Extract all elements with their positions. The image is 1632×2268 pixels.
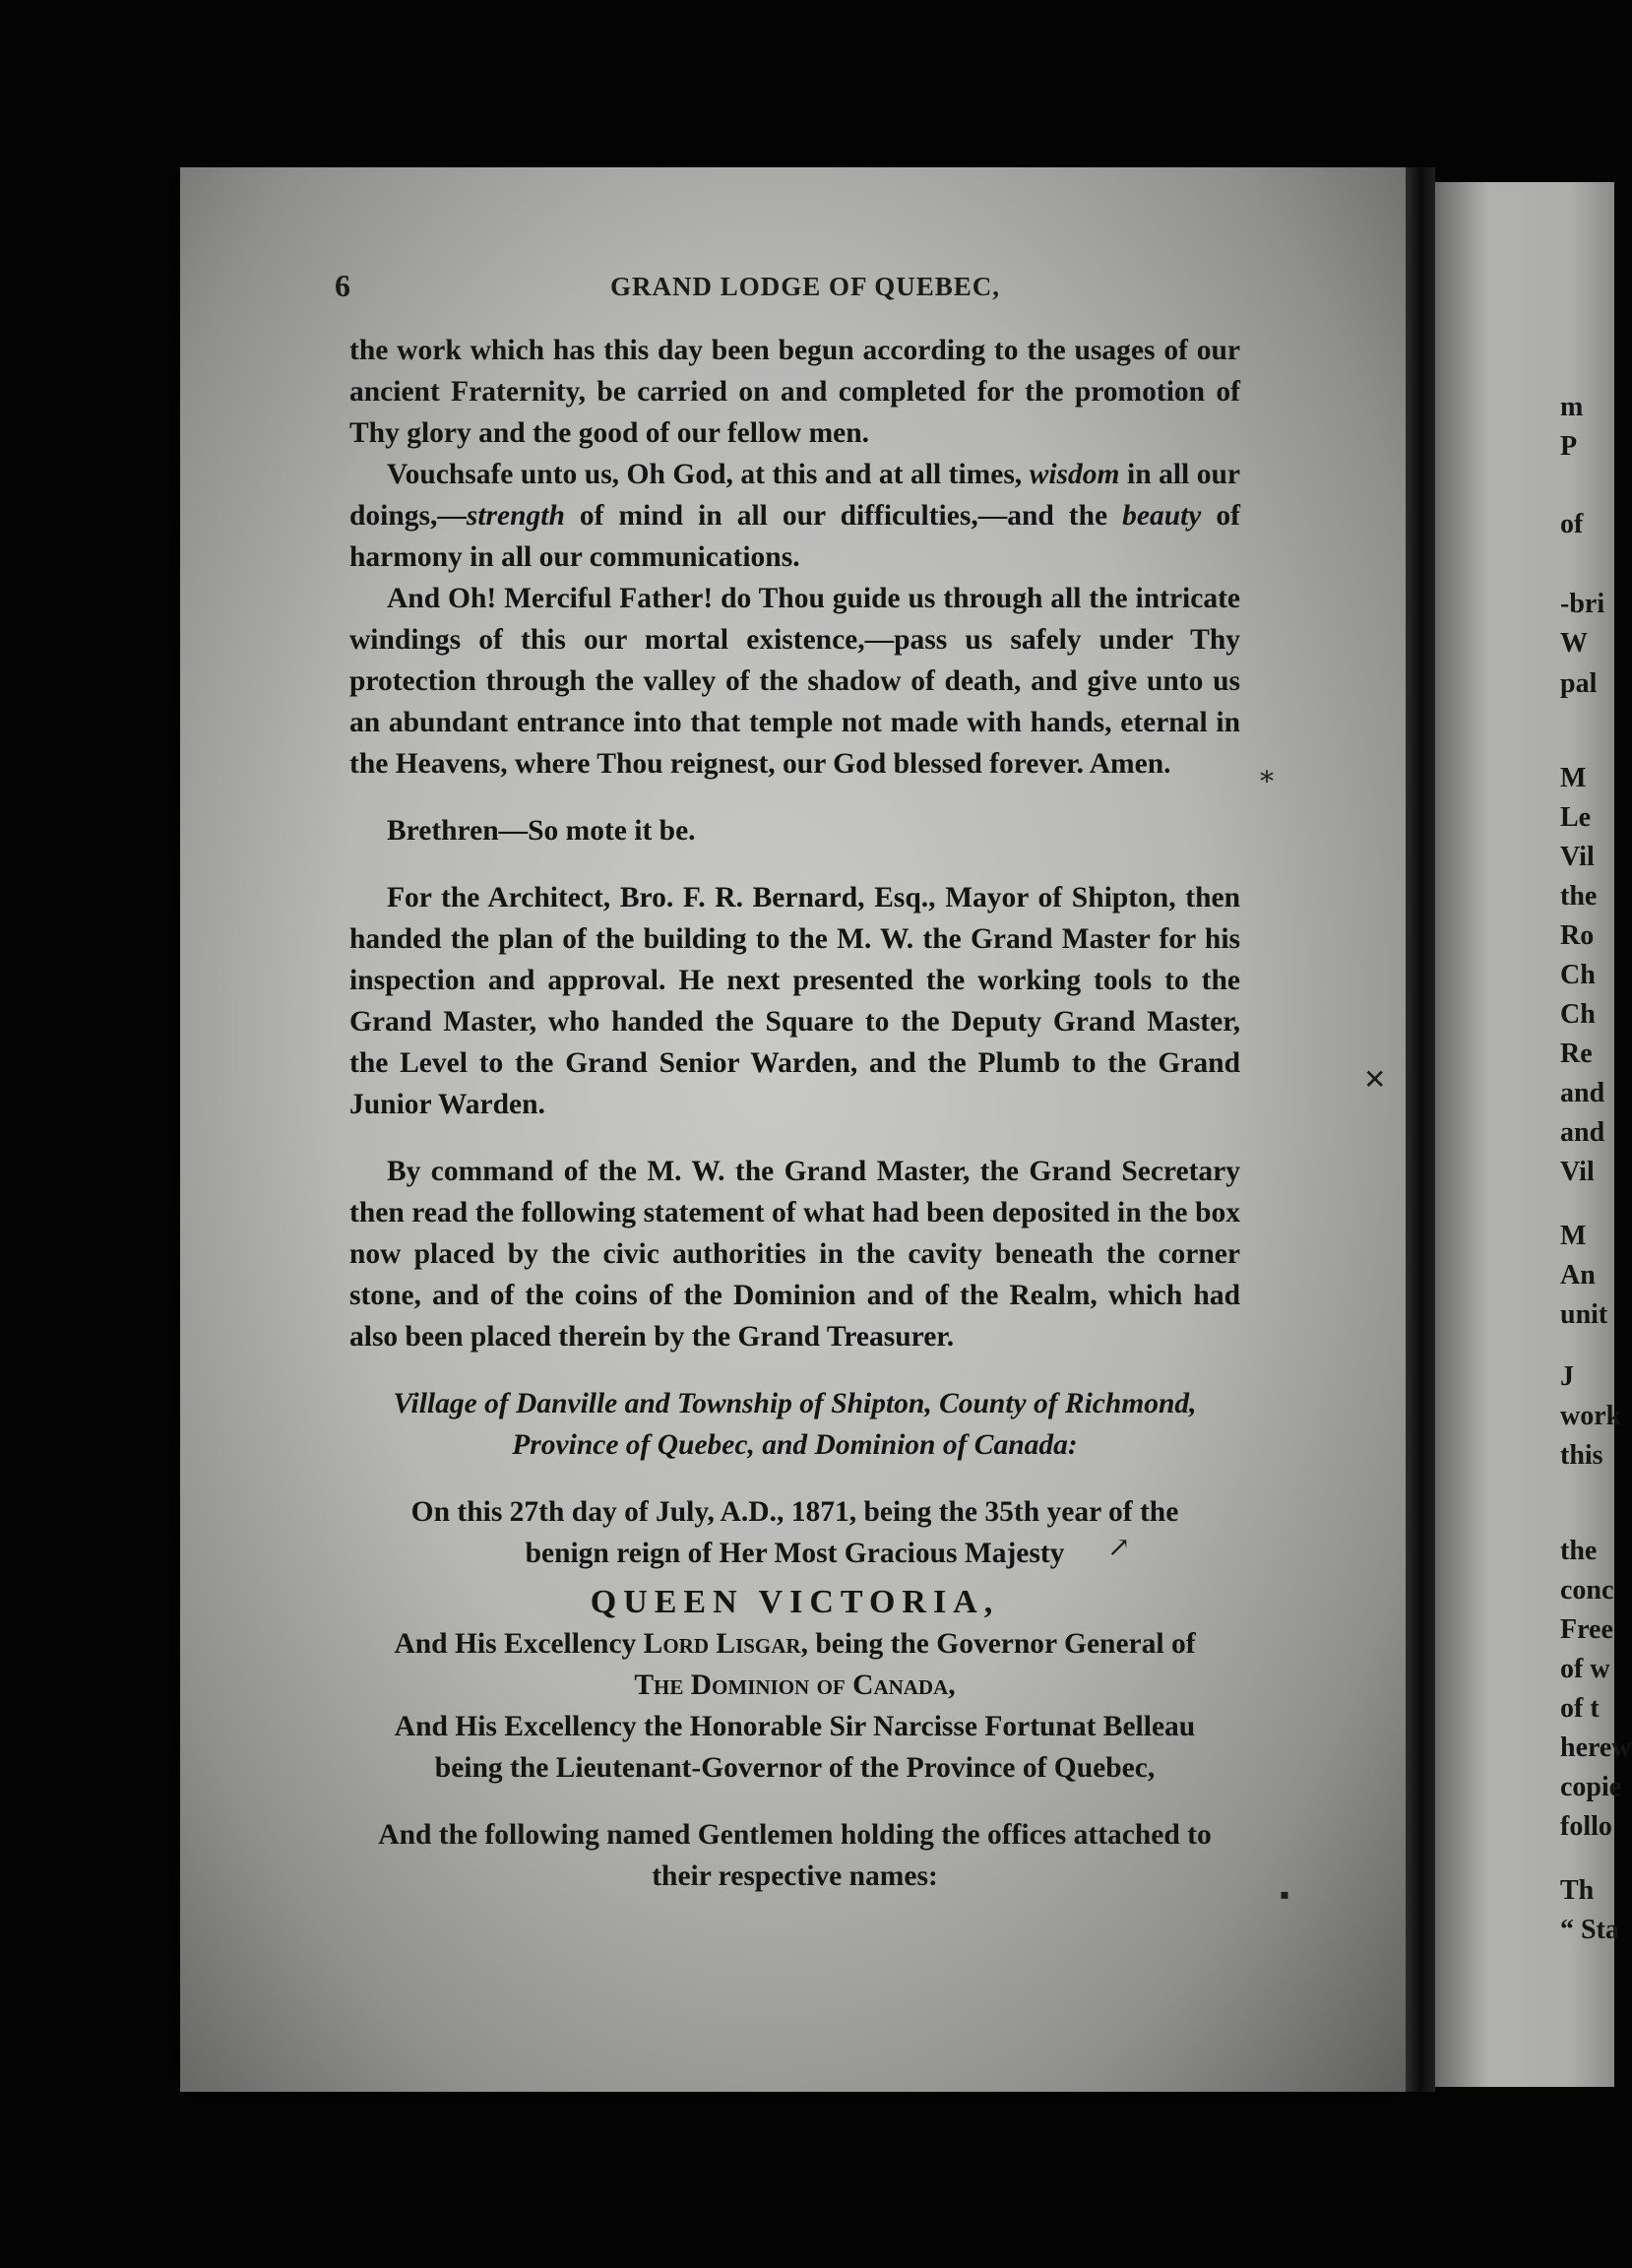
text-run: of mind in all our difficulties,—and the: [564, 500, 1123, 532]
right-fragment: and: [1560, 1117, 1605, 1148]
deposit-heading-line-2: Province of Quebec, and Dominion of Canada:: [512, 1429, 1078, 1461]
text-run: of harmony in all our communications.: [349, 500, 1240, 573]
text-run: , being the Governor General of: [800, 1628, 1196, 1660]
page-body: [349, 330, 1240, 1897]
right-fragment: herew: [1560, 1732, 1632, 1763]
lieutenant-governor-line-1: And His Excellency the Honorable Sir Narcisse Fortunat Belleau: [394, 1711, 1196, 1742]
dominion-line: The Dominion of Canada,: [634, 1670, 956, 1701]
officers-intro-line-2: their respective names:: [652, 1860, 938, 1892]
lord-lisgar: Lord Lisgar: [643, 1628, 801, 1660]
lieutenant-governor-line: [349, 1706, 1240, 1789]
paragraph-architect: For the Architect, Bro. F. R. Bernard, Esq., Mayor of Shipton, then handed the plan of the building to the M. W. the Grand Master for his inspection and approval. He next presented the working tools to the Grand Master, who handed the Square to the Deputy Grand Master, the Level to the Grand Senior Warden, and the Plumb to the Grand Junior Warden.: [349, 882, 1240, 1120]
emphasis-wisdom: wisdom: [1029, 459, 1120, 490]
paragraph-response: Brethren—So mote it be.: [387, 815, 696, 847]
right-fragment: unit: [1560, 1299, 1608, 1330]
text-run: Vouchsafe unto us, Oh God, at this and at all times,: [387, 459, 1030, 490]
margin-mark-icon: ✕: [1363, 1065, 1387, 1096]
deposit-heading-line-1: Village of Danville and Township of Shipton, County of Richmond,: [393, 1388, 1197, 1419]
right-fragment: -bri: [1560, 589, 1605, 619]
officers-intro: [349, 1814, 1240, 1897]
right-fragment: Ch: [1560, 999, 1596, 1030]
right-fragment: M: [1560, 1221, 1587, 1251]
lieutenant-governor-line-2: being the Lieutenant-Governor of the Province of Quebec,: [434, 1752, 1156, 1784]
right-fragment: Ro: [1560, 920, 1595, 951]
right-fragment: W: [1560, 628, 1588, 659]
right-fragment: the: [1560, 881, 1598, 912]
right-fragment: Th: [1560, 1875, 1595, 1906]
right-fragment: pal: [1560, 668, 1598, 699]
running-header: [335, 268, 1319, 307]
right-fragment: Ch: [1560, 960, 1596, 990]
right-fragment: “ Sta: [1560, 1915, 1619, 1945]
margin-mark-icon: ▪: [1280, 1880, 1289, 1911]
right-fragment: m: [1560, 392, 1584, 422]
text-run: And His Excellency: [394, 1628, 644, 1660]
queen-name: QUEEN VICTORIA,: [590, 1584, 1000, 1620]
date-line-1: On this 27th day of July, A.D., 1871, being the 35th year of the: [410, 1496, 1179, 1528]
book-gutter: [1406, 167, 1435, 2092]
right-fragment: Vil: [1560, 842, 1595, 872]
right-fragment: copie: [1560, 1772, 1622, 1802]
emphasis-strength: strength: [466, 500, 565, 532]
pencil-mark-icon: ↗: [1107, 1533, 1131, 1563]
paragraph-prayer: And Oh! Merciful Father! do Thou guide us through all the intricate windings of this our mortal existence,—pass us safely under Thy protection through the valley of the shadow of death, and give unto us an abundant entrance into that temple not made with hands, eternal in the Heavens, where Thou reignest, our God blessed forever. Amen.: [349, 583, 1240, 780]
emphasis-beauty: beauty: [1122, 500, 1202, 532]
right-fragment: work: [1560, 1401, 1622, 1431]
right-fragment: of t: [1560, 1693, 1600, 1724]
right-fragment: the: [1560, 1536, 1598, 1566]
date-line-2: benign reign of Her Most Gracious Majesty: [525, 1538, 1065, 1569]
paragraph-command: By command of the M. W. the Grand Master, the Grand Secretary then read the following statement of what had been deposited in the box now placed by the civic authorities in the cavity beneath the corner stone, and of the coins of the Dominion and of the Realm, which had also been placed therein by the Grand Treasurer.: [349, 1156, 1240, 1353]
right-fragment: Le: [1560, 802, 1592, 833]
paragraph-vouchsafe: [349, 454, 1240, 578]
text-run: in all our doings,—: [349, 459, 1240, 532]
right-fragment: Re: [1560, 1039, 1593, 1069]
right-fragment: of w: [1560, 1654, 1610, 1684]
page-number: 6: [335, 268, 350, 303]
right-fragment: this: [1560, 1440, 1603, 1471]
right-fragment: conc: [1560, 1575, 1614, 1606]
right-fragment: follo: [1560, 1811, 1612, 1842]
right-fragment: of: [1560, 509, 1584, 539]
right-fragment: P: [1560, 431, 1578, 462]
right-fragment: Vil: [1560, 1157, 1595, 1187]
margin-mark-icon: ⁎: [1260, 758, 1274, 788]
deposit-heading: [349, 1383, 1240, 1466]
running-title: GRAND LODGE OF QUEBEC,: [610, 272, 1001, 301]
right-fragment: M: [1560, 763, 1587, 793]
right-fragment: Free: [1560, 1614, 1613, 1645]
right-fragment: J: [1560, 1361, 1574, 1392]
governor-general-line: [349, 1623, 1240, 1665]
right-fragment: and: [1560, 1078, 1605, 1108]
paragraph-continuation: the work which has this day been begun according to the usages of our ancient Fraternity, be carried on and completed for the promotion of Thy glory and the good of our fellow men.: [349, 335, 1240, 449]
officers-intro-line-1: And the following named Gentlemen holding the offices attached to: [378, 1819, 1212, 1851]
right-fragment: An: [1560, 1260, 1596, 1291]
